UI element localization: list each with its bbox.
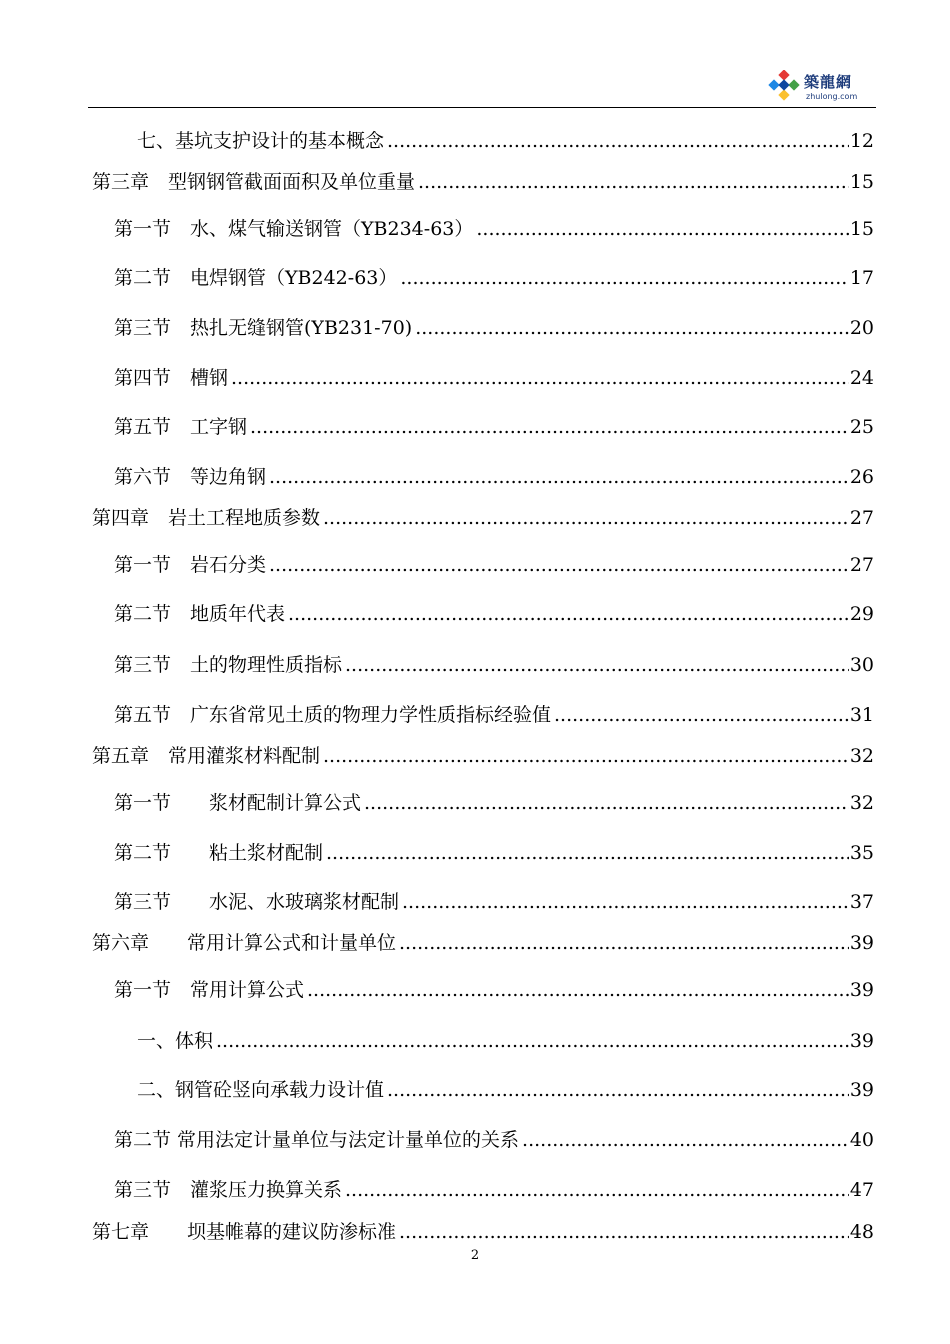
toc-leader-dots xyxy=(364,789,849,817)
toc-entry-page: 27 xyxy=(849,554,874,576)
toc-entry xyxy=(114,839,874,867)
toc-entry-page: 30 xyxy=(849,654,874,676)
toc-leader-dots xyxy=(269,463,849,491)
toc-entry-page: 12 xyxy=(849,130,874,152)
toc-leader-dots xyxy=(418,168,849,196)
toc-leader-dots xyxy=(326,839,849,867)
toc-entry-page: 15 xyxy=(849,171,874,193)
toc-leader-dots xyxy=(400,264,848,292)
toc-entry-page: 37 xyxy=(849,891,874,913)
toc-entry-title: 第一节 水、煤气输送钢管（YB234-63） xyxy=(114,218,474,240)
toc-entry-page: 24 xyxy=(849,367,874,389)
toc-entry xyxy=(114,551,874,579)
toc-entry-title: 第三章 型钢钢管截面面积及单位重量 xyxy=(92,171,416,193)
toc-entry-title: 第二节 地质年代表 xyxy=(114,603,286,625)
toc-entry-page: 35 xyxy=(849,842,874,864)
toc-leader-dots xyxy=(402,888,849,916)
toc-entry-page: 25 xyxy=(849,416,874,438)
toc-entry-title: 第五节 广东省常见土质的物理力学性质指标经验值 xyxy=(114,704,552,726)
toc-entry xyxy=(114,1126,874,1154)
toc-entry xyxy=(114,314,874,342)
toc-entry xyxy=(92,742,874,770)
toc-leader-dots xyxy=(288,600,849,628)
toc-entry xyxy=(114,364,874,392)
toc-entry-page: 26 xyxy=(849,466,874,488)
logo-english-text: zhulong.com xyxy=(806,92,858,101)
toc-entry-page: 47 xyxy=(849,1179,874,1201)
toc-entry-page: 15 xyxy=(849,218,874,240)
toc-entry-title: 第五节 工字钢 xyxy=(114,416,248,438)
toc-entry xyxy=(114,976,874,1004)
toc-entry-title: 第六节 等边角钢 xyxy=(114,466,267,488)
toc-entry xyxy=(114,789,874,817)
toc-leader-dots xyxy=(269,551,849,579)
toc-leader-dots xyxy=(216,1027,849,1055)
toc-entry xyxy=(137,127,874,155)
toc-entry-page: 32 xyxy=(849,792,874,814)
toc-entry xyxy=(114,600,874,628)
toc-entry-title: 第三节 土的物理性质指标 xyxy=(114,654,343,676)
toc-entry-page: 27 xyxy=(849,507,874,529)
toc-entry-title: 一、体积 xyxy=(137,1030,214,1052)
toc-entry xyxy=(114,1176,874,1204)
toc-entry-title: 第四章 岩土工程地质参数 xyxy=(92,507,321,529)
toc-entry-page: 39 xyxy=(849,1079,874,1101)
header-rule xyxy=(88,107,876,108)
toc-leader-dots xyxy=(323,504,849,532)
toc-entry-title: 第三节 热扎无缝钢管(YB231-70) xyxy=(114,317,413,339)
toc-entry-title: 第一节 浆材配制计算公式 xyxy=(114,792,362,814)
toc-entry-page: 40 xyxy=(849,1129,874,1151)
toc-entry xyxy=(114,413,874,441)
toc-entry xyxy=(137,1076,874,1104)
toc-leader-dots xyxy=(323,742,849,770)
toc-entry-page: 39 xyxy=(849,979,874,1001)
toc-entry-title: 二、钢管砼竖向承载力设计值 xyxy=(137,1079,385,1101)
toc-entry-title: 第三节 灌浆压力换算关系 xyxy=(114,1179,343,1201)
toc-entry-title: 第一节 常用计算公式 xyxy=(114,979,305,1001)
toc-entry xyxy=(114,463,874,491)
toc-leader-dots xyxy=(307,976,849,1004)
toc-leader-dots xyxy=(231,364,849,392)
toc-leader-dots xyxy=(522,1126,849,1154)
toc-entry-title: 第五章 常用灌浆材料配制 xyxy=(92,745,321,767)
zhulong-logo-icon xyxy=(768,70,800,102)
toc-leader-dots xyxy=(476,215,848,243)
toc-entry xyxy=(137,1027,874,1055)
toc-entry xyxy=(92,504,874,532)
toc-entry-title: 七、基坑支护设计的基本概念 xyxy=(137,130,385,152)
toc-entry-page: 31 xyxy=(849,704,874,726)
toc-leader-dots xyxy=(399,929,849,957)
toc-entry-page: 39 xyxy=(849,932,874,954)
toc-entry xyxy=(92,929,874,957)
toc-entry-page: 29 xyxy=(849,603,874,625)
toc-leader-dots xyxy=(554,701,849,729)
toc-entry-title: 第七章 坝基帷幕的建议防渗标准 xyxy=(92,1221,397,1243)
toc-entry-title: 第二节 粘土浆材配制 xyxy=(114,842,324,864)
toc-leader-dots xyxy=(387,1076,849,1104)
toc-entry xyxy=(114,651,874,679)
toc-leader-dots xyxy=(345,1176,849,1204)
logo-chinese-text: 築龍網 xyxy=(804,73,853,91)
toc-entry xyxy=(92,168,874,196)
toc-entry-page: 20 xyxy=(849,317,874,339)
toc-entry-title: 第一节 岩石分类 xyxy=(114,554,267,576)
toc-entry-title: 第六章 常用计算公式和计量单位 xyxy=(92,932,397,954)
toc-entry-page: 17 xyxy=(849,267,874,289)
toc-entry xyxy=(92,1218,874,1246)
toc-leader-dots xyxy=(415,314,849,342)
toc-entry-page: 32 xyxy=(849,745,874,767)
toc-entry-page: 39 xyxy=(849,1030,874,1052)
toc-entry xyxy=(114,701,874,729)
toc-leader-dots xyxy=(387,127,849,155)
page-number: 2 xyxy=(470,1248,480,1263)
toc-entry xyxy=(114,888,874,916)
zhulong-logo xyxy=(768,68,872,106)
toc-entry xyxy=(114,264,874,292)
toc-entry-title: 第二节 常用法定计量单位与法定计量单位的关系 xyxy=(114,1129,520,1151)
toc-leader-dots xyxy=(250,413,849,441)
toc-entry-title: 第三节 水泥、水玻璃浆材配制 xyxy=(114,891,400,913)
page-header xyxy=(88,60,876,108)
toc-entry-page: 48 xyxy=(849,1221,874,1243)
toc-leader-dots xyxy=(399,1218,849,1246)
toc-leader-dots xyxy=(345,651,849,679)
toc-entry xyxy=(114,215,874,243)
toc-entry-title: 第四节 槽钢 xyxy=(114,367,229,389)
toc-entry-title: 第二节 电焊钢管（YB242-63） xyxy=(114,267,398,289)
